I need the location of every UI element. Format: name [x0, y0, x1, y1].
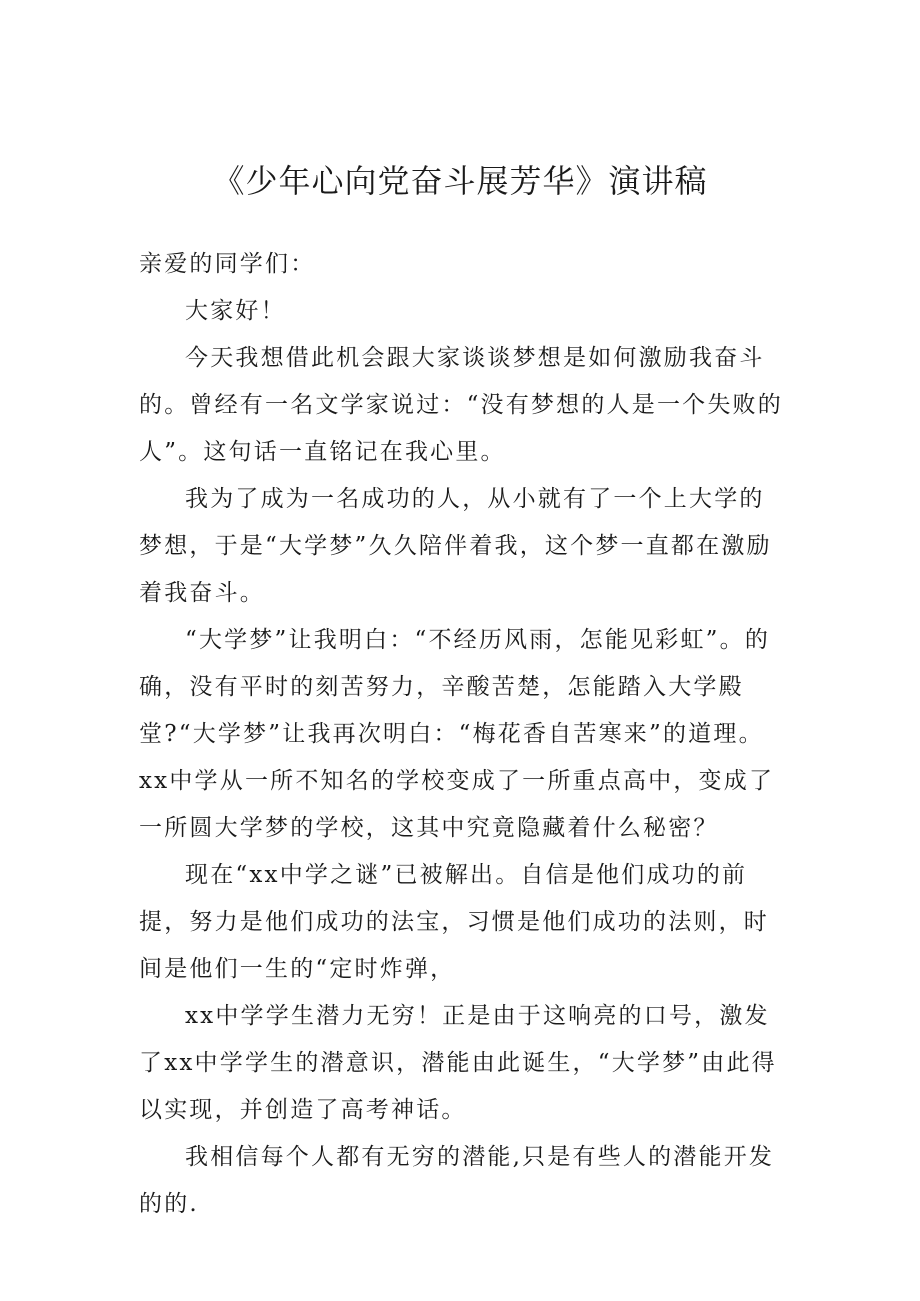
- paragraph-dream: 我为了成为一名成功的人，从小就有了一个上大学的梦想，于是“大学梦”久久陪伴着我，这个梦一直都在激励着我奋斗。: [139, 486, 772, 606]
- paragraph-potential: xx中学学生潜力无穷！正是由于这响亮的口号，激发了xx中学学生的潜意识，潜能由此诞生，“大学梦”由此得以实现，并创造了高考神话。: [139, 1003, 777, 1123]
- paragraph-secret: 现在“xx中学之谜”已被解出。自信是他们成功的前提，努力是他们成功的法宝，习惯是他们成功的法则，时间是他们一生的“定时炸弹，: [139, 862, 769, 982]
- paragraph-lessons: “大学梦”让我明白：“不经历风雨，怎能见彩虹”。的确，没有平时的刻苦努力，辛酸苦楚，怎能踏入大学殿堂?“大学梦”让我再次明白：“梅花香自苦寒来”的道理。xx中学从一所不知名的学校变成了一所重点高中，变成了一所圆大学梦的学校，这其中究竟隐藏着什么秘密？: [139, 627, 775, 841]
- document-body: [139, 241, 789, 1228]
- paragraph-belief: 我相信每个人都有无穷的潜能,只是有些人的潜能开发的的.: [139, 1144, 775, 1217]
- salutation: 亲爱的同学们：: [139, 251, 316, 277]
- paragraph-greeting: 大家好！: [185, 298, 286, 324]
- paragraph-intro: 今天我想借此机会跟大家谈谈梦想是如何激励我奋斗的。曾经有一名文学家说过：“没有梦想的人是一个失败的人”。这句话一直铭记在我心里。: [139, 345, 783, 465]
- document-title: 《少年心向党奋斗展芳华》演讲稿: [212, 162, 708, 200]
